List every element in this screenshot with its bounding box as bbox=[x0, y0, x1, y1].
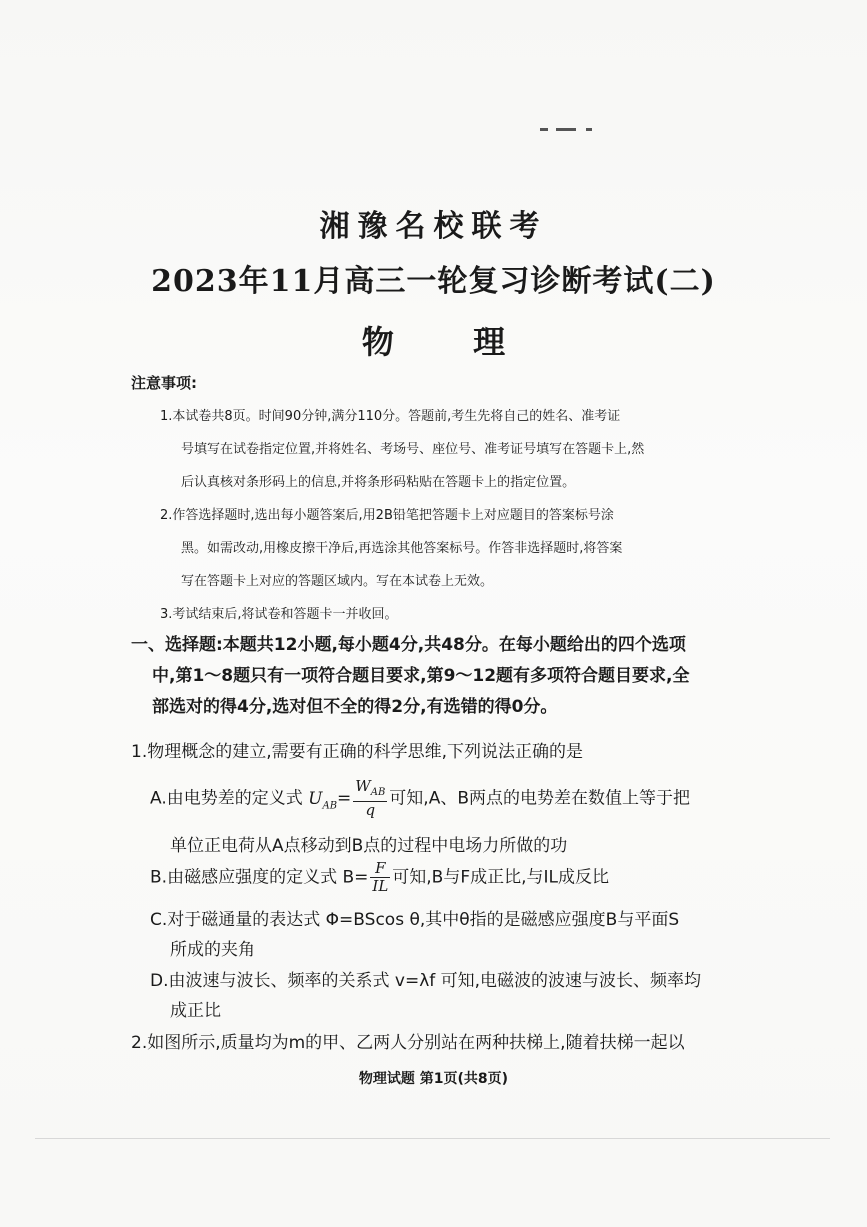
exam-header bbox=[0, 205, 867, 367]
option-a-cont: 单位正电荷从A点移动到B点的过程中电场力所做的功 bbox=[170, 835, 568, 856]
option-a-lhs: U bbox=[308, 788, 323, 809]
fraction-denominator: IL bbox=[372, 877, 389, 895]
question-1-option-c bbox=[150, 905, 760, 965]
option-c-cont: 所成的夹角 bbox=[170, 940, 255, 960]
notice-item-1-cont: 后认真核对条形码上的信息,并将条形码粘贴在答题卡上的指定位置。 bbox=[181, 475, 576, 490]
section-line: 一、选择题:本题共12小题,每小题4分,共48分。在每小题给出的四个选项 bbox=[131, 635, 686, 655]
exam-org-title: 湘豫名校联考 bbox=[319, 209, 548, 244]
section-instructions bbox=[131, 630, 771, 723]
fraction-numerator-sub: AB bbox=[370, 787, 386, 798]
notice-item-1: 1.本试卷共8页。时间90分钟,满分110分。答题前,考生先将自己的姓名、准考证 bbox=[160, 409, 621, 424]
question-2-stem: 2.如图所示,质量均为m的甲、乙两人分别站在两种扶梯上,随着扶梯一起以 bbox=[131, 1033, 685, 1053]
notice-item-2: 2.作答选择题时,选出每小题答案后,用2B铅笔把答题卡上对应题目的答案标号涂 bbox=[160, 508, 614, 523]
option-a-lhs-sub: AB bbox=[322, 799, 338, 811]
fraction-numerator: F bbox=[370, 860, 390, 878]
section-line: 中,第1～8题只有一项符合题目要求,第9～12题有多项符合题目要求,全 bbox=[152, 666, 690, 686]
exam-title: 2023年11月高三一轮复习诊断考试(二) bbox=[151, 264, 716, 299]
question-1-option-d bbox=[150, 966, 760, 1026]
subject-title: 物 理 bbox=[361, 323, 540, 361]
fraction-denominator: q bbox=[365, 801, 376, 819]
question-1-option-b bbox=[150, 860, 760, 895]
option-c-line: C.对于磁通量的表达式 Φ=BScos θ,其中θ指的是磁感应强度B与平面S bbox=[150, 910, 680, 930]
fraction bbox=[353, 778, 387, 819]
section-line: 部选对的得4分,选对但不全的得2分,有选错的得0分。 bbox=[152, 697, 558, 717]
option-d-cont: 成正比 bbox=[170, 1001, 221, 1021]
divider bbox=[35, 1138, 830, 1139]
question-1-option-a: A.由电势差的定义式 $U_{AB}=$ $\frac{W_{AB}}{q}$ 可知,A、B两点的电势差在数值上等于把 单位正电荷从A点移动到B点的过程中电场力所做的功 bbox=[150, 778, 760, 861]
question-1-stem: 1.物理概念的建立,需要有正确的科学思维,下列说法正确的是 bbox=[131, 742, 584, 762]
option-d-line: D.由波速与波长、频率的关系式 v=λf 可知,电磁波的波速与波长、频率均 bbox=[150, 971, 702, 991]
page-footer: 物理试题 第1页(共8页) bbox=[358, 1071, 509, 1087]
fraction-numerator: W bbox=[355, 777, 371, 795]
notice-item-3: 3.考试结束后,将试卷和答题卡一并收回。 bbox=[160, 607, 398, 622]
notice-item-1-cont: 号填写在试卷指定位置,并将姓名、考场号、座位号、准考证号填写在答题卡上,然 bbox=[181, 442, 645, 457]
option-a-pre: A.由电势差的定义式 bbox=[150, 788, 309, 809]
option-a-post: 可知,A、B两点的电势差在数值上等于把 bbox=[389, 788, 690, 809]
option-b-post: 可知,B与F成正比,与IL成反比 bbox=[392, 867, 610, 888]
notice-item-2-cont: 黑。如需改动,用橡皮擦干净后,再选涂其他答案标号。作答非选择题时,将答案 bbox=[181, 541, 623, 556]
notice-heading: 注意事项: bbox=[131, 374, 197, 392]
notice-list bbox=[160, 400, 760, 631]
scan-mark bbox=[540, 128, 600, 132]
fraction bbox=[370, 860, 390, 895]
notice-item-2-cont: 写在答题卡上对应的答题区域内。写在本试卷上无效。 bbox=[181, 574, 494, 589]
option-b-pre: B.由磁感应强度的定义式 B= bbox=[150, 867, 369, 888]
